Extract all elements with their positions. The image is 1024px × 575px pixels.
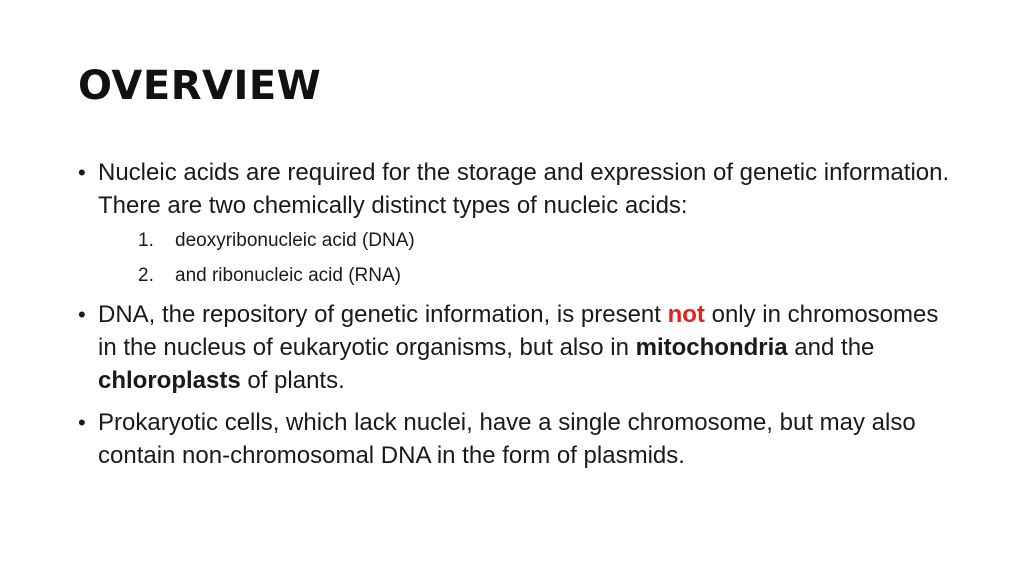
- slide-title: OVERVIEW: [78, 63, 322, 109]
- bullet-item-prokaryotic: [78, 406, 958, 472]
- sub-item-number: 2.: [138, 265, 154, 286]
- bullet-text: Prokaryotic cells, which lack nuclei, have a single chromosome, but may also contain non-chromosomal DNA in the form of plasmids.: [98, 409, 916, 469]
- sub-item-rna: [138, 263, 958, 289]
- emphasis-not: not: [667, 301, 705, 328]
- bold-chloroplasts: chloroplasts: [98, 367, 241, 394]
- sub-item-number: 1.: [138, 230, 154, 251]
- bullet-icon: •: [78, 302, 86, 327]
- bullet-text-part: DNA, the repository of genetic information, is present: [98, 301, 668, 328]
- bullet-icon: •: [78, 410, 86, 435]
- bullet-text-part: of plants.: [240, 367, 345, 394]
- sub-item-text: deoxyribonucleic acid (DNA): [175, 230, 415, 251]
- sub-item-dna: [138, 228, 958, 254]
- sub-item-text: and ribonucleic acid (RNA): [175, 265, 401, 286]
- bullet-text: Nucleic acids are required for the storage and expression of genetic information. There are two chemically distinct types of nucleic acids:: [98, 159, 950, 219]
- bullet-item-nucleic-acids: [78, 156, 958, 289]
- bullet-text-part: only in chromosomes in the nucleus of eukaryotic organisms, but also in: [98, 301, 939, 361]
- bold-mitochondria: mitochondria: [635, 334, 788, 361]
- bullet-item-dna-repository: [78, 298, 958, 397]
- bullet-icon: •: [78, 160, 86, 185]
- bullet-text-part: and the: [787, 334, 875, 361]
- bullet-list: [78, 156, 958, 481]
- sub-list: [98, 228, 958, 289]
